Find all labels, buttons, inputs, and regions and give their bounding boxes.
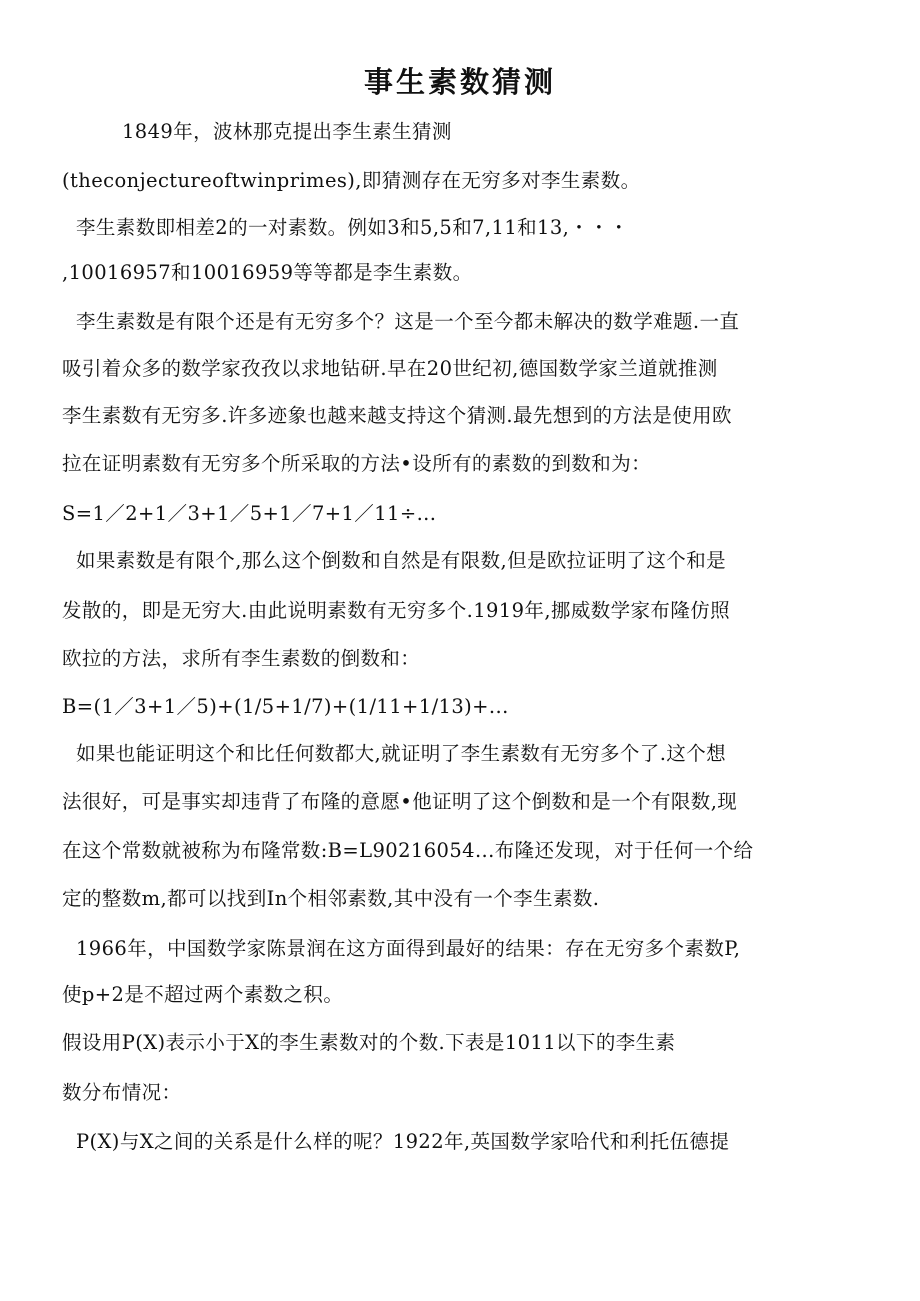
paragraph-line: 吸引着众多的数学家孜孜以求地钻研.早在20世纪初,德国数学家兰道就推测	[62, 357, 718, 380]
paragraph-line: 李生素数即相差2的一对素数。例如3和5,5和7,11和13,・・・	[76, 216, 629, 239]
paragraph-line: 拉在证明素数有无穷多个所采取的方法•设所有的素数的到数和为：	[62, 452, 652, 475]
paragraph-line: 使p+2是不超过两个素数之积。	[62, 983, 344, 1006]
paragraph-line: 在这个常数就被称为布隆常数:B=L90216054...布隆还发现，对于任何一个给	[62, 839, 754, 862]
paragraph-line: P(X)与X之间的关系是什么样的呢？1922年,英国数学家哈代和利托伍德提	[76, 1130, 730, 1153]
paragraph-line: 定的整数m,都可以找到In个相邻素数,其中没有一个李生素数.	[62, 887, 600, 910]
paragraph-line: 1966年，中国数学家陈景润在这方面得到最好的结果：存在无穷多个素数P,	[76, 937, 741, 960]
document-title: 事生素数猜测	[363, 65, 556, 99]
paragraph-line: 如果素数是有限个,那么这个倒数和自然是有限数,但是欧拉证明了这个和是	[76, 549, 726, 572]
paragraph-line: 李生素数有无穷多.许多迹象也越来越支持这个猜测.最先想到的方法是使用欧	[62, 404, 732, 427]
paragraph-line: 李生素数是有限个还是有无穷多个？这是一个至今都未解决的数学难题.一直	[76, 310, 740, 333]
paragraph-line: 法很好，可是事实却违背了布隆的意愿•他证明了这个倒数和是一个有限数,现	[62, 790, 738, 813]
paragraph-line: 如果也能证明这个和比任何数都大,就证明了李生素数有无穷多个了.这个想	[76, 742, 726, 765]
formula-line: S=1／2+1／3+1／5+1／7+1／11÷...	[62, 502, 437, 525]
paragraph-line: ,10016957和10016959等等都是李生素数。	[62, 261, 473, 284]
paragraph-line: 数分布情况：	[62, 1081, 182, 1104]
paragraph-line: 1849年，波林那克提出李生素生猜测	[122, 120, 452, 143]
paragraph-line: 发散的，即是无穷大.由此说明素数有无穷多个.1919年,挪威数学家布隆仿照	[62, 599, 731, 622]
formula-line: B=(1／3+1／5)+(1/5+1/7)+(1/11+1/13)+...	[62, 695, 509, 718]
paragraph-line: (theconjectureoftwinprimes),即猜测存在无穷多对李生素数。	[62, 169, 641, 192]
paragraph-line: 假设用P(X)表示小于X的李生素数对的个数.下表是1011以下的李生素	[62, 1031, 676, 1054]
paragraph-line: 欧拉的方法，求所有李生素数的倒数和：	[62, 647, 421, 670]
